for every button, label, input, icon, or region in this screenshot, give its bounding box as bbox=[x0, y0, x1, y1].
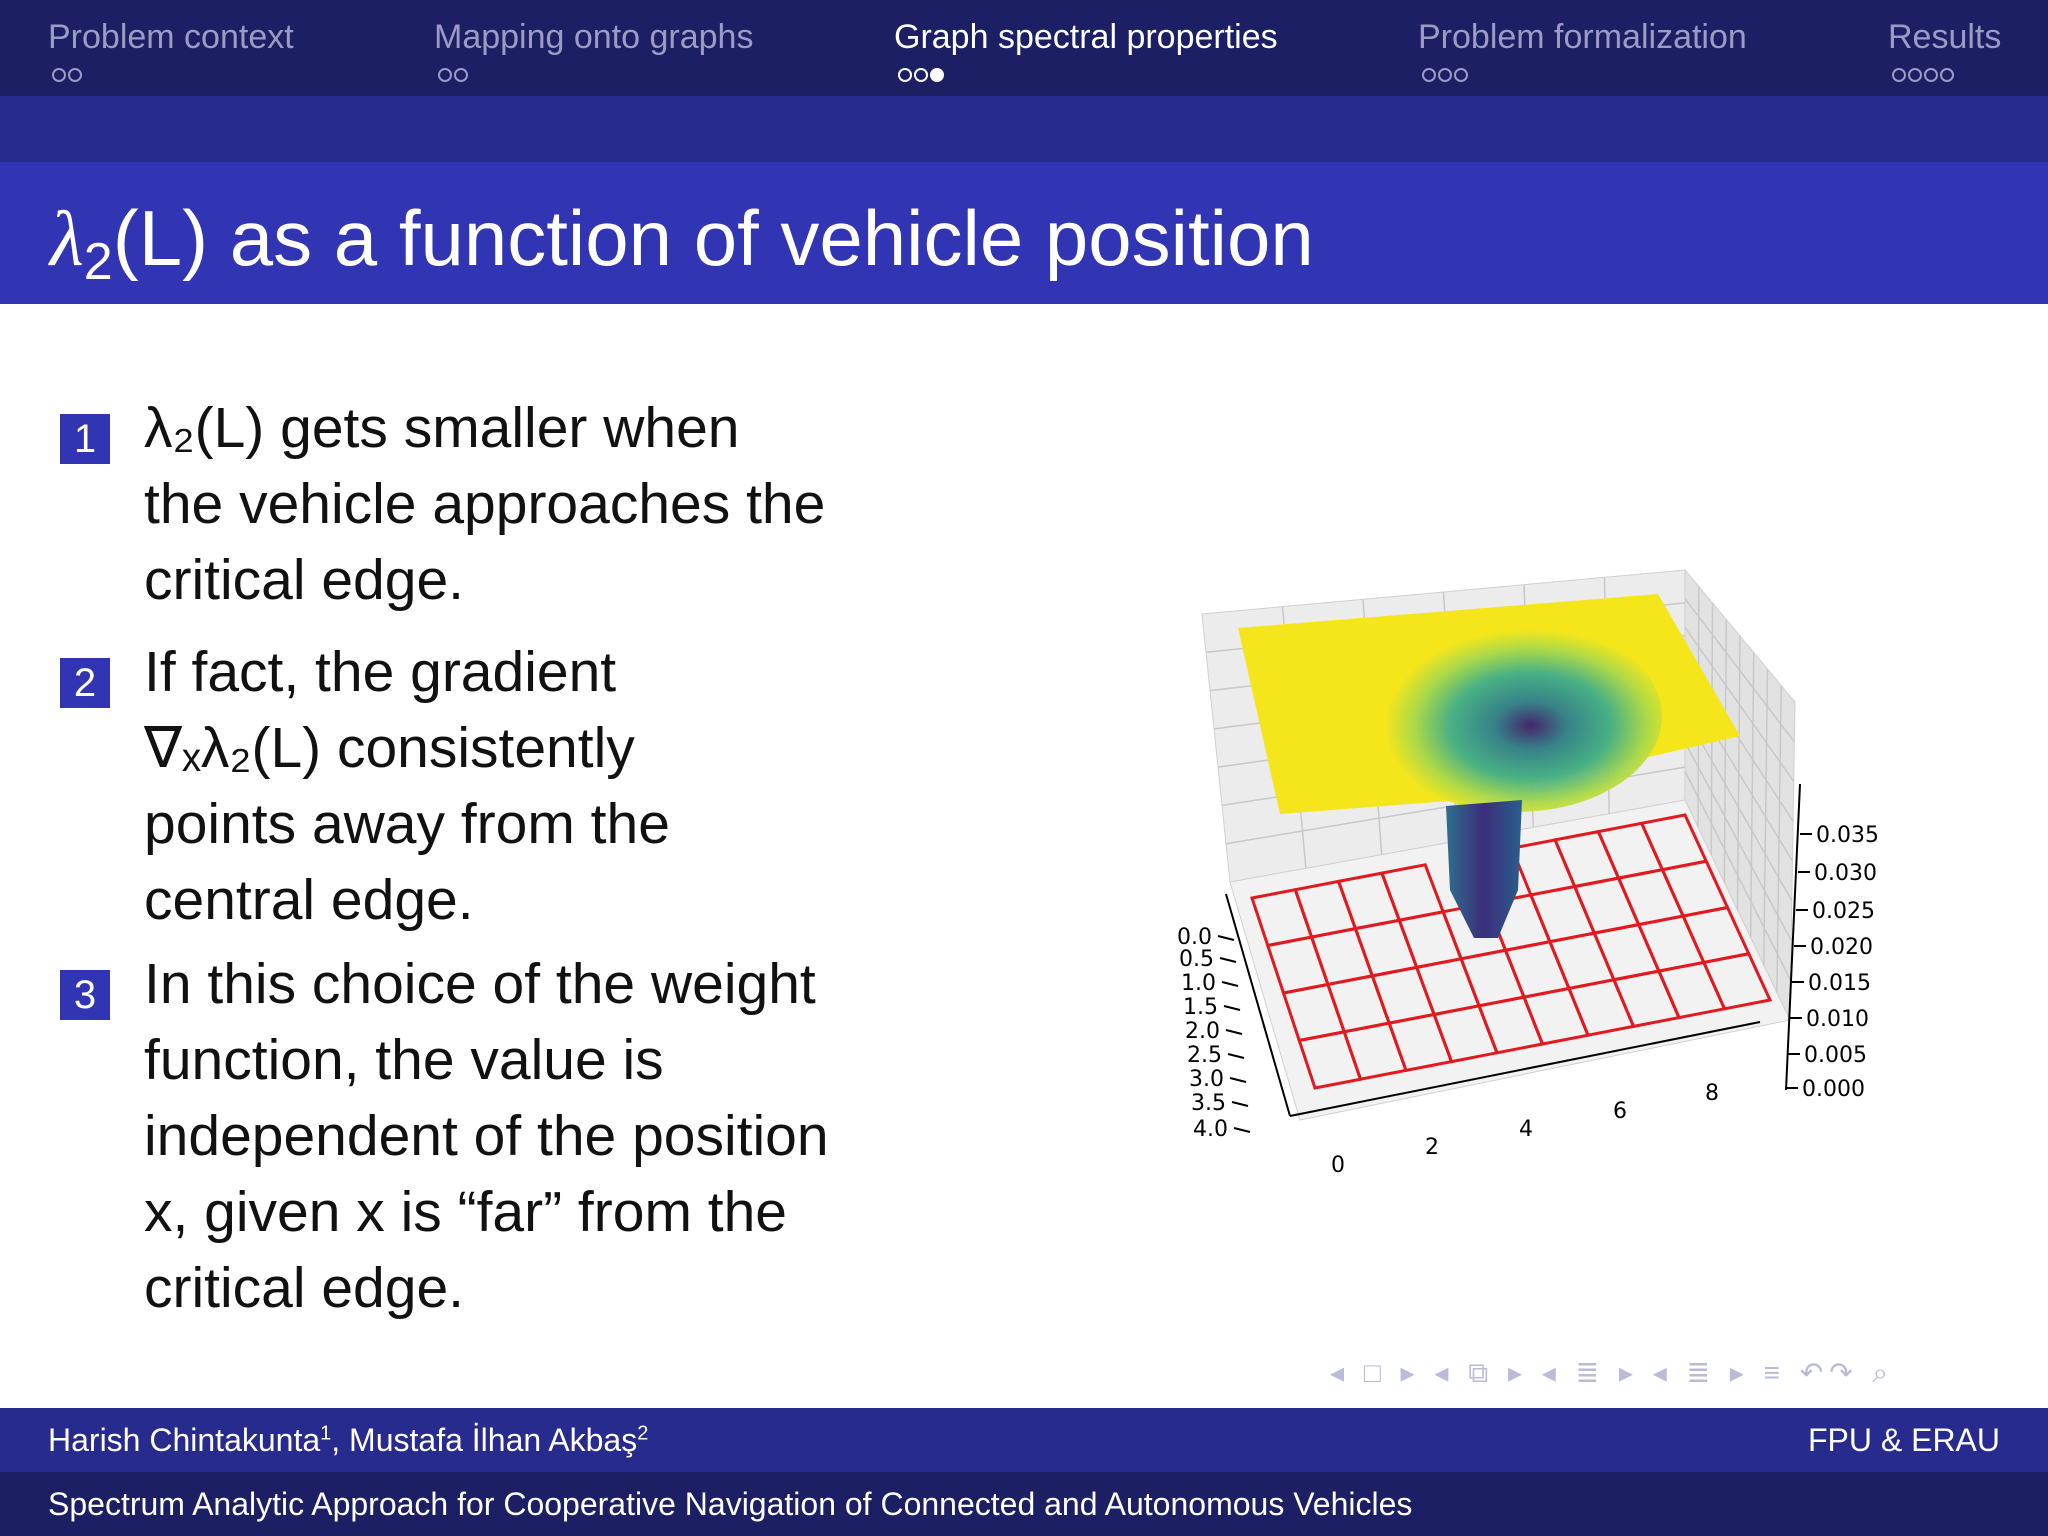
footer-talk-title: Spectrum Analytic Approach for Cooperative Navigation of Connected and Autonomous Vehicles bbox=[48, 1486, 1413, 1522]
footer-authors: Harish Chintakunta$^1$, Mustafa İlhan Akbaş$^2$ bbox=[48, 1422, 649, 1458]
frame-dot[interactable] bbox=[1940, 68, 1954, 82]
nav-section-dots bbox=[52, 68, 84, 86]
z-tick-label: 0.035 bbox=[1816, 823, 1879, 848]
y-tick-label: 2.0 bbox=[1185, 1019, 1220, 1044]
z-tick-label: 0.010 bbox=[1806, 1007, 1869, 1032]
z-tick-label: 0.025 bbox=[1812, 899, 1875, 924]
surface-funnel bbox=[1370, 620, 1662, 812]
z-tick-label: 0.000 bbox=[1802, 1077, 1865, 1102]
item-line: In this choice of the weight bbox=[144, 952, 816, 1016]
frame-dot[interactable] bbox=[1924, 68, 1938, 82]
frame-dot[interactable] bbox=[1422, 68, 1436, 82]
item-line: critical edge. bbox=[144, 1256, 464, 1320]
z-tick-label: 0.005 bbox=[1804, 1043, 1867, 1068]
z-tick-label: 0.030 bbox=[1814, 861, 1877, 886]
item-text bbox=[144, 390, 924, 618]
item-text bbox=[144, 946, 924, 1326]
item-line: function, the value is bbox=[144, 1028, 664, 1092]
item-number: 3 bbox=[60, 970, 110, 1020]
y-tick-label: 1.0 bbox=[1181, 971, 1216, 996]
nav-section-dots bbox=[1422, 68, 1470, 86]
frame-dot[interactable] bbox=[898, 68, 912, 82]
z-tick-label: 0.020 bbox=[1810, 935, 1873, 960]
frame-dot[interactable] bbox=[454, 68, 468, 82]
item-line: points away from the bbox=[144, 792, 670, 856]
y-tick bbox=[1218, 936, 1234, 940]
y-tick bbox=[1222, 982, 1238, 986]
y-tick-label: 0.0 bbox=[1177, 925, 1212, 950]
frame-dot[interactable] bbox=[1454, 68, 1468, 82]
nav-section-3[interactable]: Graph spectral properties bbox=[894, 18, 1278, 56]
y-tick-label: 2.5 bbox=[1187, 1043, 1222, 1068]
item-line: ∇ₓλ₂(L) consistently bbox=[144, 716, 635, 780]
x-tick-label: 6 bbox=[1613, 1099, 1627, 1124]
item-line: If fact, the gradient bbox=[144, 640, 617, 704]
y-tick bbox=[1226, 1030, 1242, 1034]
item-number: 1 bbox=[60, 414, 110, 464]
beamer-navigation-controls[interactable]: ◂ □ ▸ ◂ ⧉ ▸ ◂ ≣ ▸ ◂ ≣ ▸ ≡ ↶↷ ⌕ bbox=[1330, 1357, 1895, 1388]
frame-dot[interactable] bbox=[1908, 68, 1922, 82]
frame-dot[interactable] bbox=[930, 68, 944, 82]
x-tick-label: 2 bbox=[1425, 1135, 1439, 1160]
item-line: central edge. bbox=[144, 868, 474, 932]
nav-section-dots bbox=[898, 68, 946, 86]
nav-section-5[interactable]: Results bbox=[1888, 18, 2002, 56]
y-tick-label: 3.0 bbox=[1189, 1067, 1224, 1092]
slide-title: λ2(L) as a function of vehicle position bbox=[50, 194, 1314, 291]
x-tick-label: 0 bbox=[1331, 1153, 1345, 1178]
nav-section-4[interactable]: Problem formalization bbox=[1418, 18, 1747, 56]
nav-section-dots bbox=[438, 68, 470, 86]
y-tick-label: 4.0 bbox=[1193, 1117, 1228, 1142]
frame-dot[interactable] bbox=[438, 68, 452, 82]
frame-dot[interactable] bbox=[1892, 68, 1906, 82]
frame-dot[interactable] bbox=[52, 68, 66, 82]
item-line: x, given x is “far” from the bbox=[144, 1180, 788, 1244]
y-tick bbox=[1230, 1078, 1246, 1082]
item-line: λ₂(L) gets smaller when bbox=[144, 396, 740, 460]
z-tick-label: 0.015 bbox=[1808, 971, 1871, 996]
item-text bbox=[144, 634, 924, 938]
y-tick-label: 0.5 bbox=[1179, 947, 1214, 972]
surface-plot bbox=[1150, 560, 1950, 1200]
nav-section-dots bbox=[1892, 68, 1956, 86]
y-tick-label: 1.5 bbox=[1183, 995, 1218, 1020]
x-tick-label: 4 bbox=[1519, 1117, 1533, 1142]
item-line: critical edge. bbox=[144, 548, 464, 612]
nav-section-2[interactable]: Mapping onto graphs bbox=[434, 18, 754, 56]
frame-dot[interactable] bbox=[68, 68, 82, 82]
x-tick-label: 8 bbox=[1705, 1081, 1719, 1106]
footer-affiliation: FPU & ERAU bbox=[1807, 1422, 2000, 1458]
y-tick bbox=[1234, 1128, 1250, 1132]
subsection-bar bbox=[0, 96, 2048, 162]
item-number: 2 bbox=[60, 658, 110, 708]
y-tick bbox=[1228, 1054, 1244, 1058]
y-tick bbox=[1232, 1102, 1248, 1106]
item-line: the vehicle approaches the bbox=[144, 472, 826, 536]
item-line: independent of the position bbox=[144, 1104, 829, 1168]
y-tick-label: 3.5 bbox=[1191, 1091, 1226, 1116]
y-tick bbox=[1224, 1006, 1240, 1010]
frame-dot[interactable] bbox=[914, 68, 928, 82]
frame-dot[interactable] bbox=[1438, 68, 1452, 82]
y-tick bbox=[1220, 958, 1236, 962]
nav-section-1[interactable]: Problem context bbox=[48, 18, 294, 56]
